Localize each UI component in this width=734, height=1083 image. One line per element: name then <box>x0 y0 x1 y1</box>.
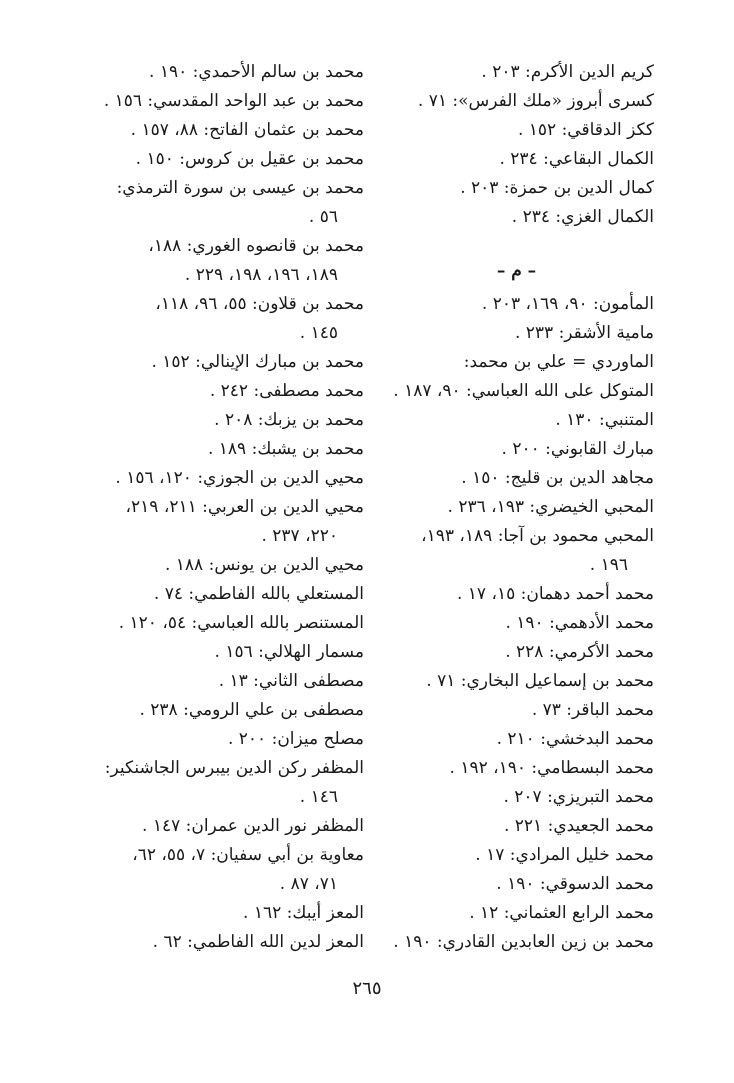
index-entry: ككز الدقاقي: ١٥٢ . <box>517 120 654 140</box>
index-entry <box>379 377 654 406</box>
index-entry <box>89 174 364 232</box>
index-entry <box>379 406 654 435</box>
entry-text: محمد بن يشبك: ١٨٩ . <box>207 439 364 459</box>
index-entry <box>89 377 364 406</box>
entry-text: المظفر ركن الدين بيبرس الجاشنكير: <box>104 758 364 778</box>
entry-continuation: ٥٦ . <box>308 207 338 227</box>
entry-text: محمد بن عيسى بن سورة الترمذي: <box>116 178 364 198</box>
index-entry <box>379 348 654 377</box>
index-entry <box>89 667 364 696</box>
entry-text: مصلح ميزان: ٢٠٠ . <box>227 729 364 749</box>
entry-text: محمد الباقر: ٧٣ . <box>531 700 654 720</box>
entry-text: محمد الدسوقي: ١٩٠ . <box>496 874 654 894</box>
index-entry <box>379 319 654 348</box>
entry-text: محيي الدين بن العربي: ٢١١، ٢١٩، <box>125 497 364 517</box>
entry-text: المتوكل على الله العباسي: ٩٠، ١٨٧ . <box>393 381 654 401</box>
entry-text: مسمار الهلالي: ١٥٦ . <box>214 642 364 662</box>
entry-text: محمد بن زين العابدين القادري: ١٩٠ . <box>393 932 654 952</box>
entry-text: المأمون: ٩٠، ١٦٩، ٢٠٣ . <box>481 294 654 314</box>
index-entry <box>89 348 364 377</box>
index-entry: الكمال الغزي: ٢٣٤ . <box>511 207 654 227</box>
entry-text: المعز لدين الله الفاطمي: ٦٢ . <box>152 932 364 952</box>
index-entry <box>379 435 654 464</box>
index-entry <box>379 899 654 928</box>
index-entry <box>89 116 364 145</box>
entry-text: مامية الأشقر: ٢٣٣ . <box>514 323 654 343</box>
index-entry: كريم الدين الأكرم: ٢٠٣ . <box>481 62 654 82</box>
entry-text: محمد بن عبد الواحد المقدسي: ١٥٦ . <box>103 91 364 111</box>
entry-continuation: ١٤٦ . <box>299 787 338 807</box>
index-entry <box>89 754 364 812</box>
entry-continuation: ٢٢٠، ٢٣٧ . <box>261 526 338 546</box>
entry-text: محمد بن سالم الأحمدي: ١٩٠ . <box>149 62 364 82</box>
entry-text: الماوردي = علي بن محمد: <box>463 352 654 372</box>
entry-text: المستنصر بالله العباسي: ٥٤، ١٢٠ . <box>118 613 364 633</box>
index-entry <box>379 493 654 522</box>
entry-text: معاوية بن أبي سفيان: ٧، ٥٥، ٦٢، <box>132 845 364 865</box>
index-entry <box>379 841 654 870</box>
entry-continuation: ١٩٦ . <box>589 555 628 575</box>
index-entry <box>379 522 654 580</box>
entry-text: مصطفى بن علي الرومي: ٢٣٨ . <box>139 700 364 720</box>
entry-text: مجاهد الدين بن قليج: ١٥٠ . <box>461 468 654 488</box>
index-entry <box>89 87 364 116</box>
entry-text: المتنبي: ١٣٠ . <box>555 410 654 430</box>
index-entry <box>379 696 654 725</box>
entry-text: المحبي محمود بن آجا: ١٨٩، ١٩٣، <box>421 526 654 546</box>
index-entry <box>89 145 364 174</box>
index-entry: الكمال البقاعي: ٢٣٤ . <box>499 149 654 169</box>
index-entry <box>379 667 654 696</box>
left-entries <box>89 58 364 957</box>
index-entry <box>89 638 364 667</box>
index-page <box>0 58 734 988</box>
left-column <box>89 58 364 957</box>
index-entry <box>379 725 654 754</box>
index-entry <box>89 464 364 493</box>
index-entry <box>89 406 364 435</box>
entry-text: محمد خليل المرادي: ١٧ . <box>475 845 654 865</box>
entry-text: محمد البدخشي: ٢١٠ . <box>496 729 654 749</box>
entry-text: محمد بن قانصوه الغوري: ١٨٨، <box>148 236 364 256</box>
index-entry <box>379 464 654 493</box>
index-entry <box>89 58 364 87</box>
index-entry: كمال الدين بن حمزة: ٢٠٣ . <box>460 178 654 198</box>
entry-text: محمد البسطامي: ١٩٠، ١٩٢ . <box>449 758 654 778</box>
entries-before-section <box>379 58 654 232</box>
index-entry <box>379 609 654 638</box>
page-number: ٢٦٥ <box>352 978 382 999</box>
index-entry <box>379 580 654 609</box>
index-entry: كسرى أبروز «ملك الفرس»: ٧١ . <box>417 91 654 111</box>
index-entry <box>379 754 654 783</box>
entry-text: محمد بن عثمان الفاتح: ٨٨، ١٥٧ . <box>130 120 364 140</box>
entry-text: محمد بن قلاون: ٥٥، ٩٦، ١١٨، <box>155 294 364 314</box>
entry-text: محيي الدين بن يونس: ١٨٨ . <box>164 555 364 575</box>
entry-text: المظفر نور الدين عمران: ١٤٧ . <box>142 816 364 836</box>
entry-text: محمد أحمد دهمان: ١٥، ١٧ . <box>456 584 654 604</box>
index-entry <box>89 435 364 464</box>
index-entry <box>379 928 654 957</box>
entry-text: محمد بن يزبك: ٢٠٨ . <box>214 410 364 430</box>
index-entry <box>89 725 364 754</box>
index-entry <box>89 551 364 580</box>
section-heading-meem: – م – <box>496 261 537 281</box>
index-entry <box>379 638 654 667</box>
index-entry <box>379 290 654 319</box>
index-entry <box>89 290 364 348</box>
index-entry <box>379 783 654 812</box>
entry-text: المستعلي بالله الفاطمي: ٧٤ . <box>153 584 364 604</box>
entry-text: محمد الجعيدي: ٢٢١ . <box>503 816 654 836</box>
entry-text: المحبي الخيضري: ١٩٣، ٢٣٦ . <box>447 497 654 517</box>
entry-text: محيي الدين بن الجوزي: ١٢٠، ١٥٦ . <box>115 468 364 488</box>
entry-text: محمد الأدهمي: ١٩٠ . <box>505 613 654 633</box>
entry-continuation: ١٨٩، ١٩٦، ١٩٨، ٢٢٩ . <box>184 265 338 285</box>
entry-text: مبارك القابوني: ٢٠٠ . <box>501 439 654 459</box>
entry-text: محمد بن عقيل بن كروس: ١٥٠ . <box>135 149 364 169</box>
index-entry <box>89 928 364 957</box>
index-entry <box>89 812 364 841</box>
index-entry <box>89 232 364 290</box>
entry-text: محمد مصطفى: ٢٤٢ . <box>209 381 364 401</box>
index-entry <box>89 580 364 609</box>
entry-text: محمد الرابع العثماني: ١٢ . <box>469 903 654 923</box>
entry-continuation: ١٤٥ . <box>299 323 338 343</box>
entry-continuation: ٧١، ٨٧ . <box>279 874 338 894</box>
index-entry <box>89 841 364 899</box>
entry-text: المعز أيبك: ١٦٢ . <box>243 903 364 923</box>
entry-text: محمد الأكرمي: ٢٢٨ . <box>505 642 654 662</box>
right-column <box>379 58 654 957</box>
entry-text: محمد بن إسماعيل البخاري: ٧١ . <box>426 671 654 691</box>
index-entry <box>89 696 364 725</box>
index-entry <box>89 899 364 928</box>
index-entry <box>89 493 364 551</box>
index-entry <box>379 870 654 899</box>
index-entry <box>89 609 364 638</box>
entries-after-section <box>379 290 654 957</box>
entry-text: محمد التبريزي: ٢٠٧ . <box>503 787 654 807</box>
entry-text: مصطفى الثاني: ١٣ . <box>218 671 364 691</box>
entry-text: محمد بن مبارك الإينالي: ١٥٢ . <box>151 352 364 372</box>
index-entry <box>379 812 654 841</box>
